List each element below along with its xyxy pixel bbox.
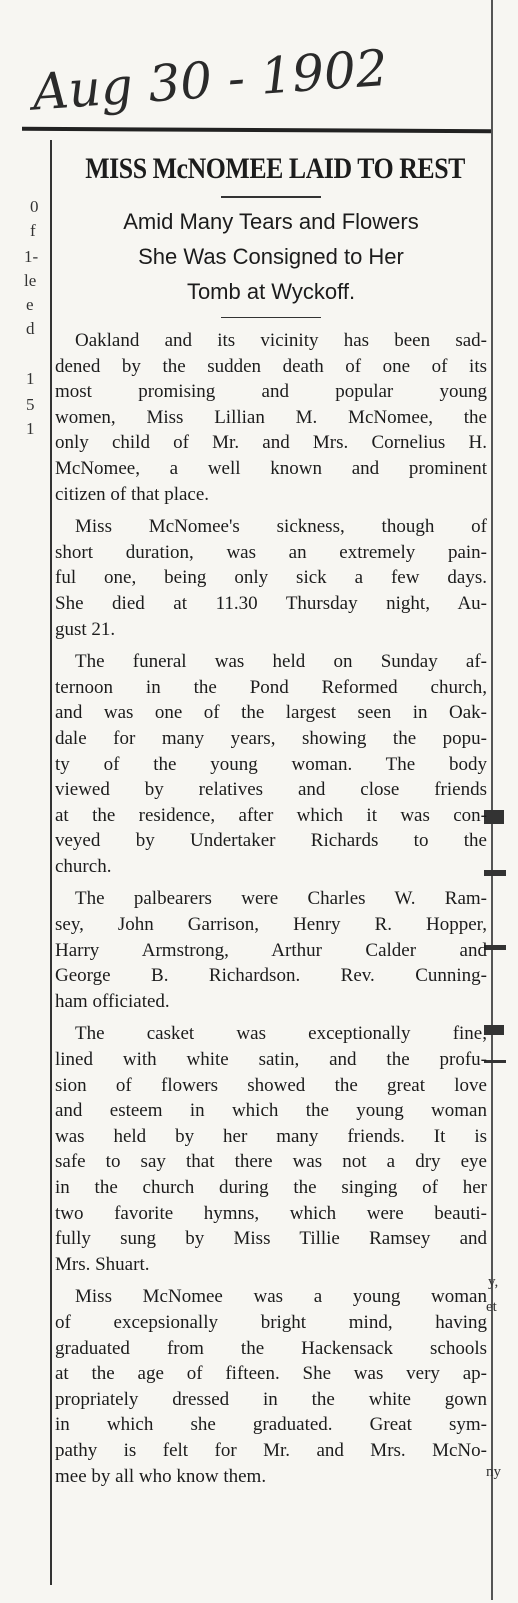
article-paragraph (55, 328, 487, 507)
article-line: veyed by Undertaker Richards to the (55, 830, 487, 852)
headline-divider (221, 196, 321, 198)
margin-fragment: 5 (26, 395, 35, 414)
article-line: women, Miss Lillian M. McNomee, the (55, 406, 487, 428)
article-line: viewed by relatives and close friends (55, 779, 487, 801)
margin-fragment: d (26, 319, 35, 338)
margin-mark (484, 945, 506, 950)
article-line: ty of the young woman. The body (55, 753, 487, 775)
article-line: ful one, being only sick a few days. (55, 567, 487, 589)
margin-fragment: ny (486, 1464, 501, 1480)
article-line: church. (55, 855, 112, 877)
margin-fragment: y, (488, 1274, 499, 1290)
article-line: gust 21. (55, 618, 116, 640)
article-line: lined with white satin, and the profu- (55, 1049, 487, 1071)
article-line: at the age of fifteen. She was very ap- (55, 1363, 487, 1385)
article-subhead (55, 204, 487, 309)
article-line: and was one of the largest seen in Oak- (55, 702, 487, 724)
article-line: in the church during the singing of her (55, 1177, 487, 1198)
article-paragraph (55, 886, 487, 1014)
margin-mark (484, 810, 504, 824)
column-right-rule (491, 0, 493, 1600)
article-line: Miss McNomee's sickness, though of (75, 516, 487, 538)
article-headline: MISS McNOMEE LAID TO REST (85, 152, 465, 185)
article-paragraph (55, 1284, 487, 1489)
article-line: sey, John Garrison, Henry R. Hopper, (55, 914, 487, 936)
article-line: dale for many years, showing the popu- (55, 727, 487, 749)
margin-fragment: 1 (26, 369, 35, 388)
column-left-rule (50, 140, 52, 1585)
article-line: was held by her many friends. It is (55, 1125, 487, 1147)
subhead-line: Amid Many Tears and Flowers (123, 208, 419, 234)
article-line: Miss McNomee was a young woman (75, 1286, 487, 1308)
margin-mark (484, 1060, 506, 1063)
subhead-line: Tomb at Wyckoff. (186, 278, 356, 304)
article-line: two favorite hymns, which were beauti- (55, 1202, 487, 1224)
subhead-line: She Was Consigned to Her (138, 243, 404, 269)
article-line: safe to say that there was not a dry eye (55, 1151, 487, 1173)
article-line: short duration, was an extremely pain- (55, 541, 487, 563)
margin-fragment: f (30, 221, 36, 240)
article-line: The funeral was held on Sunday af- (75, 651, 487, 673)
article-line: Mrs. Shuart. (55, 1253, 150, 1275)
margin-fragment: et (486, 1299, 497, 1315)
margin-fragment: e (26, 295, 34, 314)
article-line: most promising and popular young (55, 381, 487, 403)
margin-mark (484, 1025, 504, 1035)
article-line: at the residence, after which it was con- (55, 804, 487, 826)
margin-fragment: 1- (24, 247, 39, 266)
article-line: mee by all who know them. (55, 1465, 267, 1487)
article-line: of excepsionally bright mind, having (55, 1311, 487, 1333)
subhead-divider (221, 317, 321, 319)
margin-fragment: 1 (26, 419, 35, 438)
article-line: George B. Richardson. Rev. Cunning- (55, 965, 487, 987)
margin-fragment: le (24, 271, 37, 290)
article-line: Oakland and its vicinity has been sad- (75, 330, 487, 351)
article-line: ternoon in the Pond Reformed church, (55, 676, 487, 698)
article-line: McNomee, a well known and prominent (55, 457, 487, 479)
handwritten-date-text: Aug 30 - 1902 (30, 38, 390, 122)
article-line: only child of Mr. and Mrs. Cornelius H. (55, 432, 487, 454)
article-line: Harry Armstrong, Arthur Calder and (55, 939, 487, 961)
article-line: fully sung by Miss Tillie Ramsey and (55, 1228, 487, 1250)
article-line: The palbearers were Charles W. Ram- (75, 888, 487, 910)
article-line: She died at 11.30 Thursday night, Au- (55, 592, 487, 614)
article-line: pathy is felt for Mr. and Mrs. McNo- (55, 1439, 487, 1461)
article-line: The casket was exceptionally fine, (75, 1023, 487, 1045)
article-line: sion of flowers showed the great love (55, 1074, 487, 1096)
article-paragraph (55, 1021, 487, 1277)
article-line: and esteem in which the young woman (55, 1100, 487, 1122)
article-line: propriately dressed in the white gown (55, 1388, 487, 1410)
article-clipping (55, 138, 487, 1496)
article-line: in which she graduated. Great sym- (55, 1414, 487, 1436)
article-paragraph (55, 649, 487, 879)
article-paragraph (55, 514, 487, 642)
margin-fragment: 0 (30, 197, 39, 216)
article-body (55, 328, 487, 1489)
article-line: citizen of that place. (55, 483, 210, 505)
article-line: ham officiated. (55, 990, 170, 1012)
margin-mark (484, 870, 506, 876)
handwritten-date (28, 18, 448, 138)
article-line: graduated from the Hackensack schools (55, 1337, 487, 1359)
article-line: dened by the sudden death of one of its (55, 355, 487, 377)
